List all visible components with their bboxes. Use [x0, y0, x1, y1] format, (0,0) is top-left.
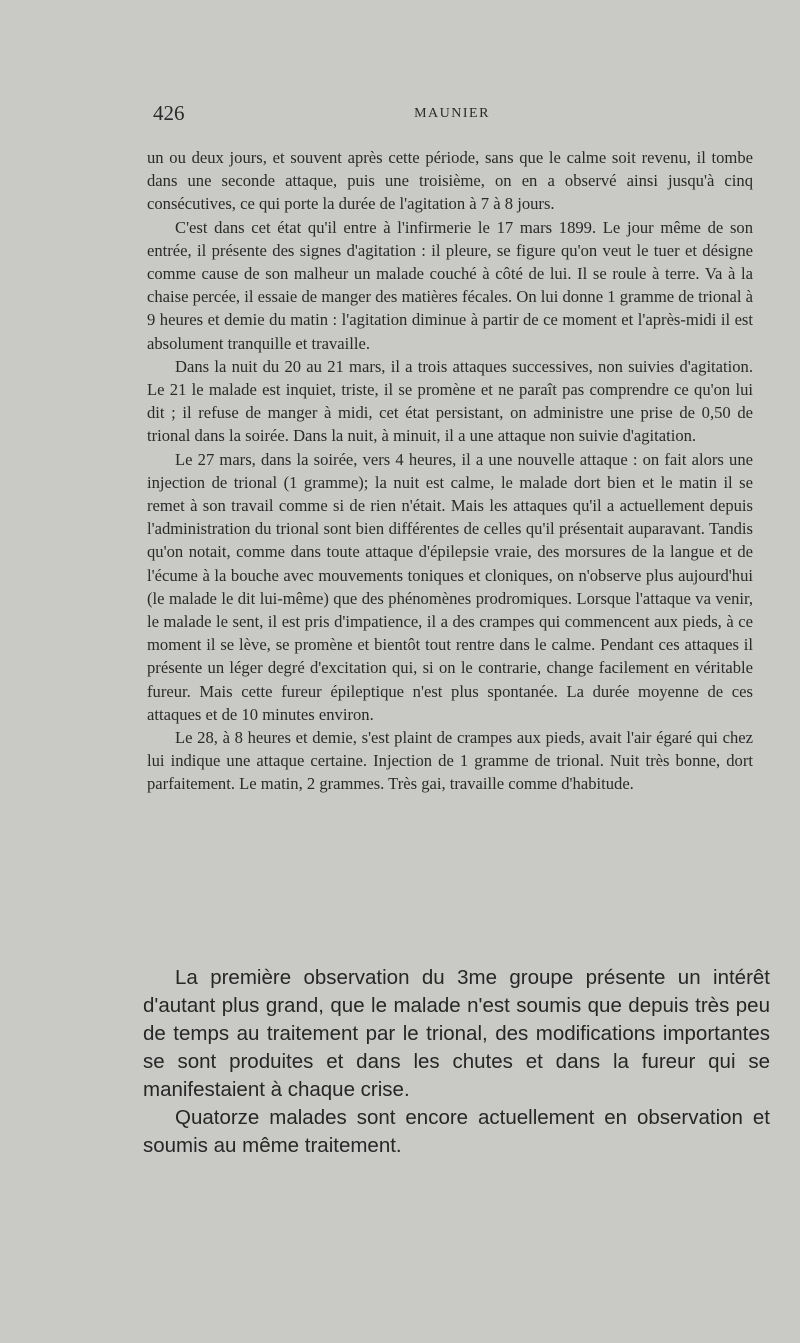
page-number: 426 [153, 101, 185, 125]
paragraph: Le 28, à 8 heures et demie, s'est plaint de crampes aux pieds, avait l'air égaré qui chez lui indique une attaque certaine. Injection de 1 gramme de trional. Nuit très bonne, dort parfaitement. Le matin, 2 grammes. Très gai, travaille comme d'habitude. [147, 728, 753, 794]
paragraph: un ou deux jours, et souvent après cette période, sans que le calme soit revenu, il tombe dans une seconde attaque, puis une troisième, on en a observé ainsi jusqu'à cinq consécutives, ce qui porte la durée de l'agitation à 7 à 8 jours. [147, 148, 753, 214]
paragraph: La première observation du 3me groupe présente un intérêt d'autant plus grand, que le malade n'est soumis que depuis très peu de temps au traitement par le trional, des modifications importantes se sont produites et dans les chutes et dans la fureur qui se manifestaient à chaque crise. [143, 966, 770, 1101]
paragraph: Quatorze malades sont encore actuellement en observation et soumis au même traitement. [143, 1106, 770, 1157]
paragraph: C'est dans cet état qu'il entre à l'infirmerie le 17 mars 1899. Le jour même de son entrée, il présente des signes d'agitation : il pleure, se figure qu'on veut le tuer et désigne comme cause de son malheur un malade couché à côté de lui. Il se roule à terre. Va à la chaise percée, il essaie de manger des matières fécales. On lui donne 1 gramme de trional à 9 heures et demie du matin : l'agitation diminue à partir de ce moment et l'après-midi il est absolument tranquille et travaille. [147, 217, 753, 353]
case-report-text [147, 146, 753, 796]
page-header [150, 101, 754, 131]
paragraph: Le 27 mars, dans la soirée, vers 4 heures, il a une nouvelle attaque : on fait alors une injection de trional (1 gramme); la nuit est calme, le malade dort bien et le matin il se remet à son travail comme si de rien n'était. Mais les attaques qu'il a actuellement depuis l'administration du trional sont bien différentes de celles qu'il présentait auparavant. Tandis qu'on notait, comme dans toute attaque d'épilepsie vraie, des morsures de la langue et de l'écume à la bouche avec mouvements toniques et cloniques, on n'observe plus aujourd'hui (le malade le dit lui-même) que des phénomènes prodromiques. Lorsque l'attaque va venir, le malade le sent, il est pris d'impatience, il a des crampes qui commencent aux pieds, à ce moment il se lève, se promène et bientôt tout rentre dans le calme. Pendant ces attaques il présente un léger degré d'excitation qui, si on le contrarie, change facilement en véritable fureur. Mais cette fureur épileptique n'est plus spontanée. La durée moyenne de ces attaques et de 10 minutes environ. [147, 449, 753, 724]
paragraph: Dans la nuit du 20 au 21 mars, il a trois attaques successives, non suivies d'agitation. Le 21 le malade est inquiet, triste, il se promène et ne paraît pas comprendre ce qu'on lui dit ; il refuse de manger à midi, cet état persistant, on administre une prise de 0,50 de trional dans la soirée. Dans la nuit, à minuit, il a une attaque non suivie d'agitation. [147, 356, 753, 446]
discussion-text [143, 964, 770, 1160]
running-title: MAUNIER [414, 106, 490, 121]
